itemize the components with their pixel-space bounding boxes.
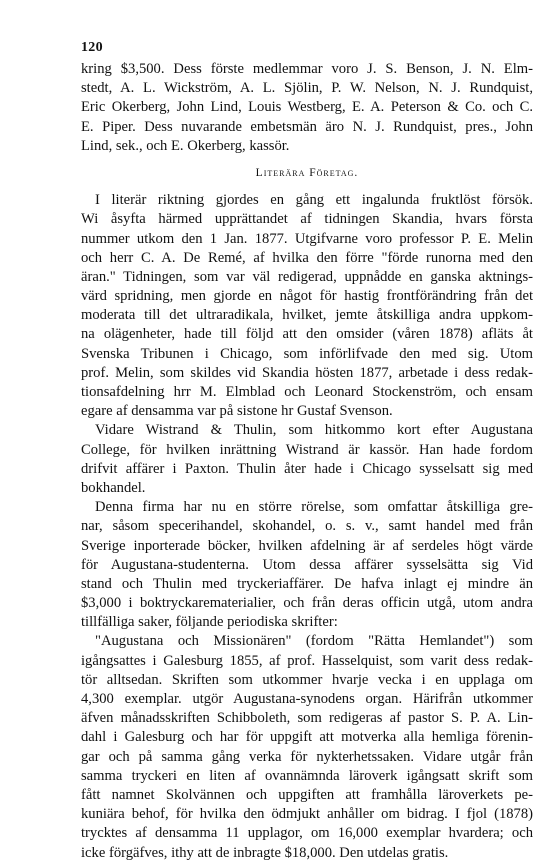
text-line: tillfälliga saker, följande periodiska skrifter: bbox=[81, 614, 338, 631]
page-number: 120 bbox=[81, 40, 103, 55]
text-line: Eric Okerberg, John Lind, Louis Westberg, E. A. Peterson & Co. och C. bbox=[81, 99, 533, 116]
paragraph-members bbox=[81, 60, 533, 156]
text-line: gar och på samma gång verka för nykterhetssaken. Vidare utgår från bbox=[81, 748, 533, 765]
text-line: $3,000 i boktryckarematerialier, och från deras officin utgå, utom andra bbox=[81, 595, 533, 612]
body-text bbox=[81, 60, 533, 863]
text-line: tionsafdelning hrr M. Elmblad och Leonard Stockenström, och ensam bbox=[81, 384, 533, 400]
text-line: drifvit affärer i Paxton. Thulin åter hade i Chicago sysselsatt sig med bbox=[81, 460, 533, 477]
text-line: Vidare Wistrand & Thulin, som hitkommo kort efter Augustana bbox=[95, 422, 533, 439]
text-line: för Augustana-studenterna. Utom dessa affärer sysselsätta sig Vid bbox=[81, 556, 533, 573]
text-line: dahl i Galesburg och har för uppgift att motverka alla hemliga förenin- bbox=[81, 729, 533, 746]
text-line: Wi åsyfta härmed upprättandet af tidningen Skandia, hvars första bbox=[81, 211, 533, 228]
text-line: Lind, sek., och E. Okerberg, kassör. bbox=[81, 137, 290, 154]
paragraph-firm bbox=[81, 498, 533, 632]
text-line: icke förgäfves, ithy att de inbragte $18,000. Den utdelas gratis. bbox=[81, 844, 449, 861]
text-line: tör alltsedan. Skriften som utkommer hvarje vecka i en upplaga om bbox=[81, 671, 533, 688]
text-line: stand och Thulin med tryckeriaffärer. De hafva inlagt ej mindre än bbox=[81, 575, 533, 592]
text-line: Denna firma har nu en större rörelse, som omfattar åtskilliga gre- bbox=[95, 499, 533, 516]
text-line: kring $3,500. Dess förste medlemmar voro J. S. Benson, J. N. Elm- bbox=[81, 61, 533, 77]
text-line: stedt, A. L. Wickström, A. L. Sjölin, P. W. Nelson, N. J. Rundquist, bbox=[81, 80, 533, 97]
text-line: moderata till det ultraradikala, hvilket, jemte åtskilliga andra uppkom- bbox=[81, 307, 533, 324]
paragraph-wistrand-thulin bbox=[81, 421, 533, 498]
text-line: I literär riktning gjordes en gång ett ingalunda fruktlöst försök. bbox=[95, 192, 533, 209]
text-line: äfven månadsskriften Schibboleth, som redigeras af pastor S. P. A. Lin- bbox=[81, 710, 533, 727]
text-line: äran." Tidningen, som var väl redigerad, uppnådde en ganska aktnings- bbox=[81, 268, 533, 285]
text-line: och herr C. A. De Remé, af hvilka den förre "förde runorna med den bbox=[81, 249, 533, 266]
text-line: "Augustana och Missionären" (fordom "Rätta Hemlandet") som bbox=[95, 633, 533, 650]
text-line: igångsattes i Galesburg 1855, af prof. Hasselquist, som varit dess redak- bbox=[81, 652, 533, 669]
text-line: samma tryckeri en liten af ovannämnda läroverk igångsatt skrift som bbox=[81, 767, 533, 784]
text-line: egare af densamma var på sistone hr Gustaf Svenson. bbox=[81, 403, 393, 420]
text-line: kuniära behof, för hvilka den ödmjukt anhåller om bidrag. I fjol (1878) bbox=[81, 806, 533, 823]
paragraph-periodicals bbox=[81, 632, 533, 862]
text-line: prof. Melin, som skildes vid Skandia hösten 1877, arbetade i dess redak- bbox=[81, 364, 533, 381]
text-line: värd spridning, men gjorde en något för hastig frontförändring från det bbox=[81, 288, 533, 305]
text-line: Sverige inporterade böcker, hvilken afdelning är af serdeles högt värde bbox=[81, 537, 533, 554]
text-line: Svenska Tribunen i Chicago, som införlifvade den med sig. Utom bbox=[81, 345, 533, 362]
text-line: na olägenheter, hade till följd att den omsider (våren 1878) afläts åt bbox=[81, 326, 533, 343]
text-line: fått namnet Skolvännen och uppgiften att framhålla läroverkets pe- bbox=[81, 786, 533, 803]
text-line: E. Piper. Dess nuvarande embetsmän äro N. J. Rundquist, pres., John bbox=[81, 118, 533, 135]
section-heading: Literära Företag. bbox=[255, 166, 359, 179]
text-line: trycktes af densamma 11 upplagor, om 16,000 exemplar hvardera; och bbox=[81, 825, 533, 842]
text-line: 4,300 exemplar. utgör Augustana-synodens organ. Härifrån utkommer bbox=[81, 691, 533, 707]
paragraph-skandia bbox=[81, 191, 533, 421]
text-line: nummer utkom den 1 Jan. 1877. Utgifvarne voro professor P. E. Melin bbox=[81, 230, 533, 247]
text-line: nar, såsom specerihandel, skohandel, o. s. v., samt handel med från bbox=[81, 518, 533, 535]
text-line: College, för hvilken inrättning Wistrand är kassör. Han hade fordom bbox=[81, 441, 533, 458]
text-line: bokhandel. bbox=[81, 479, 146, 496]
